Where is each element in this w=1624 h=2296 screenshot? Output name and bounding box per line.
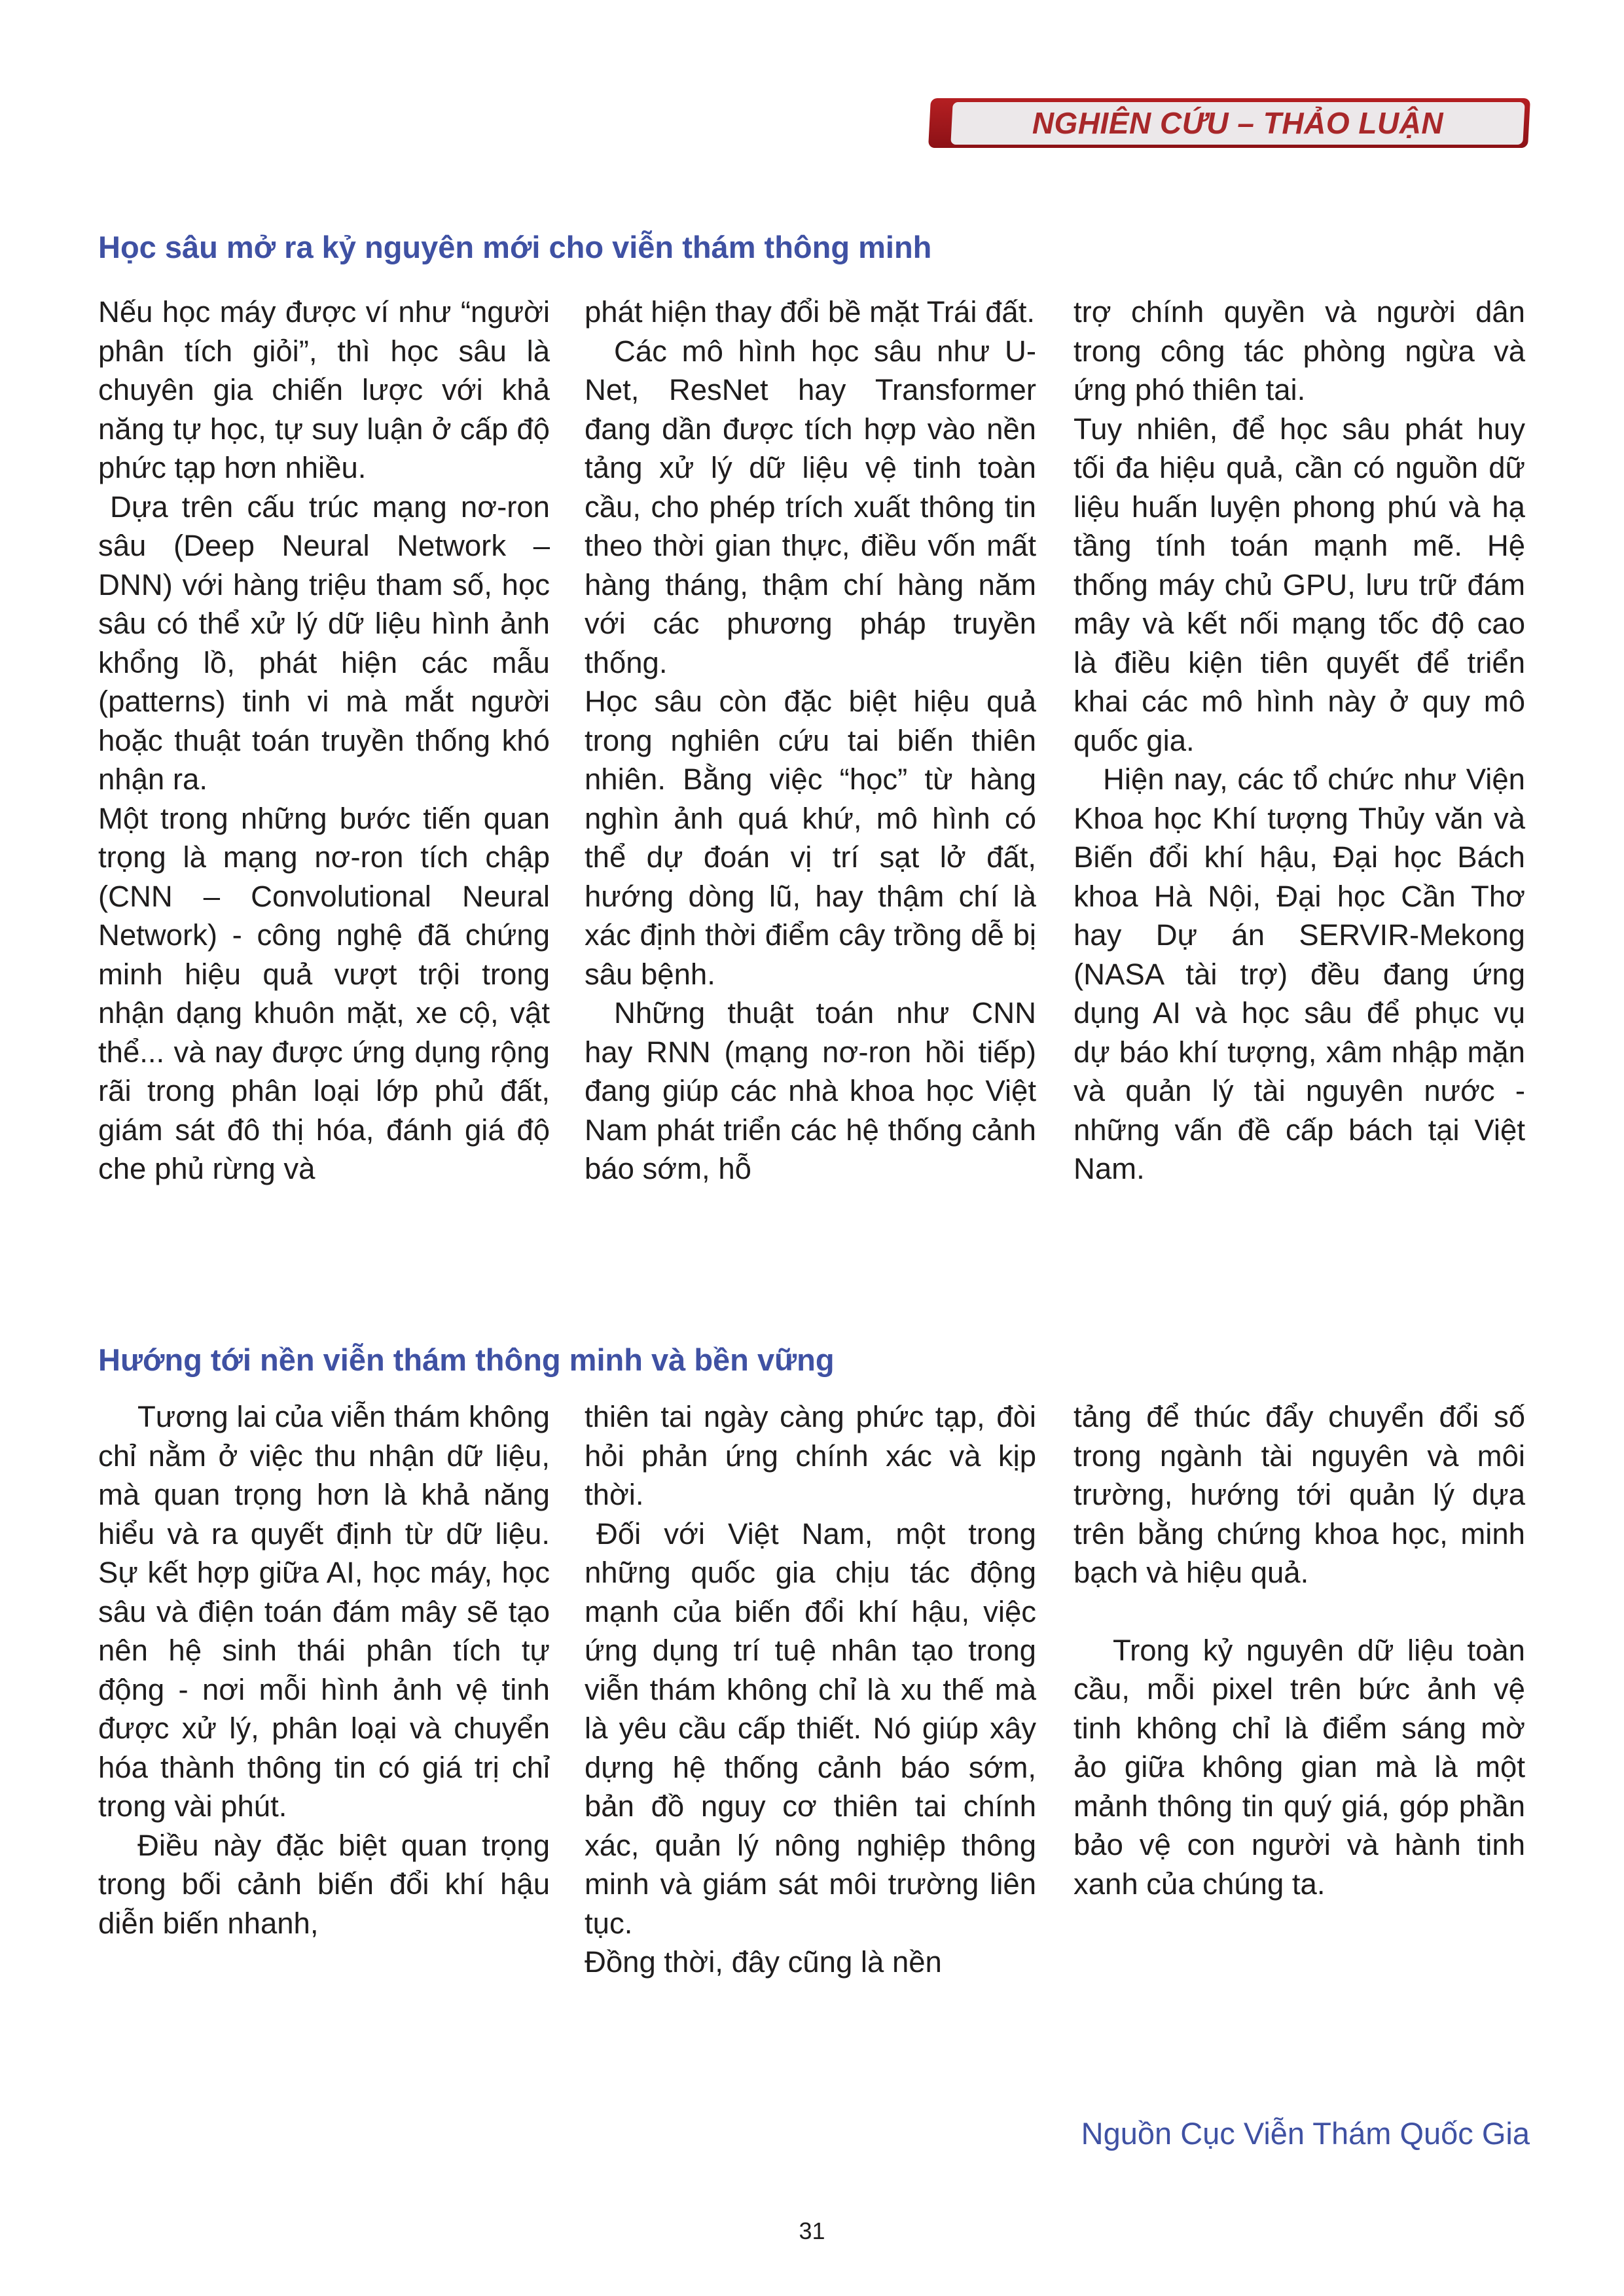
paragraph: Những thuật toán như CNN hay RNN (mạng nơ-ron hồi tiếp) đang giúp các nhà khoa học Việt Nam phát triển các hệ thống cảnh báo sớm, hỗ (585, 996, 1036, 1185)
paragraph: tảng để thúc đẩy chuyển đổi số trong ngành tài nguyên và môi trường, hướng tới quản lý dựa trên bằng chứng khoa học, minh bạch và hiệu quả. (1074, 1400, 1525, 1589)
section2-column-3 (1074, 1397, 1525, 1903)
paragraph: Tương lai của viễn thám không chỉ nằm ở việc thu nhận dữ liệu, mà quan trọng hơn là khả năng hiểu và ra quyết định từ dữ liệu. Sự kết hợp giữa AI, học máy, học sâu và điện toán đám mây sẽ tạo nên hệ sinh thái phân tích tự động - nơi mỗi hình ảnh vệ tinh được xử lý, phân loại và chuyển hóa thành thông tin có giá trị chỉ trong vài phút. (98, 1400, 550, 1823)
paragraph: Tuy nhiên, để học sâu phát huy tối đa hiệu quả, cần có nguồn dữ liệu huấn luyện phong phú và hạ tầng tính toán mạnh mẽ. Hệ thống máy chủ GPU, lưu trữ đám mây và kết nối mạng tốc độ cao là điều kiện tiên quyết để triển khai các mô hình này ở quy mô quốc gia. (1074, 412, 1525, 757)
paragraph: thiên tai ngày càng phức tạp, đòi hỏi phản ứng chính xác và kịp thời. (585, 1400, 1036, 1511)
source-credit: Nguồn Cục Viễn Thám Quốc Gia (1081, 2116, 1530, 2151)
paragraph: trợ chính quyền và người dân trong công tác phòng ngừa và ứng phó thiên tai. (1074, 295, 1525, 406)
section2-column-2 (585, 1397, 1036, 1982)
section-heading-sustainable: Hướng tới nền viễn thám thông minh và bền vững (98, 1342, 835, 1377)
paragraph: Hiện nay, các tổ chức như Viện Khoa học Khí tượng Thủy văn và Biến đổi khí hậu, Đại học Bách khoa Hà Nội, Đại học Cần Thơ hay Dự án SERVIR-Mekong (NASA tài trợ) đều đang ứng dụng AI và học sâu để phục vụ dự báo khí tượng, xâm nhập mặn và quản lý tài nguyên nước - những vấn đề cấp bách tại Việt Nam. (1074, 762, 1525, 1185)
paragraph: Trong kỷ nguyên dữ liệu toàn cầu, mỗi pixel trên bức ảnh vệ tinh không chỉ là điểm sáng mờ ảo giữa không gian mà là một mảnh thông tin quý giá, góp phần bảo vệ con người và hành tinh xanh của chúng ta. (1074, 1633, 1525, 1901)
section1-column-3 (1074, 293, 1525, 1189)
paragraph: Đồng thời, đây cũng là nền (585, 1945, 942, 1979)
paragraph: Các mô hình học sâu như U-Net, ResNet hay Transformer đang dần được tích hợp vào nền tảng xử lý dữ liệu vệ tinh toàn cầu, cho phép trích xuất thông tin theo thời gian thực, điều vốn mất hàng tháng, thậm chí hàng năm với các phương pháp truyền thống. (585, 334, 1036, 679)
section2-column-1 (98, 1397, 550, 1943)
paragraph: Dựa trên cấu trúc mạng nơ-ron sâu (Deep Neural Network – DNN) với hàng triệu tham số, học sâu có thể xử lý dữ liệu hình ảnh khổng lồ, phát hiện các mẫu (patterns) tinh vi mà mắt người hoặc thuật toán truyền thống khó nhận ra. (98, 490, 550, 796)
section-banner (929, 98, 1529, 148)
paragraph: phát hiện thay đổi bề mặt Trái đất. (585, 295, 1035, 329)
section-label: NGHIÊN CỨU – THẢO LUẬN (1032, 106, 1444, 140)
paragraph: Học sâu còn đặc biệt hiệu quả trong nghiên cứu tai biến thiên nhiên. Bằng việc “học” từ hàng nghìn ảnh quá khứ, mô hình có thể dự đoán vị trí sạt lở đất, hướng dòng lũ, hay thậm chí là xác định thời điểm cây trồng dễ bị sâu bệnh. (585, 685, 1036, 991)
paragraph: Một trong những bước tiến quan trọng là mạng nơ-ron tích chập (CNN – Convolutional Neural Network) - công nghệ đã chứng minh hiệu quả vượt trội trong nhận dạng khuôn mặt, xe cộ, vật thể... và nay được ứng dụng rộng rãi trong phân loại lớp phủ đất, giám sát đô thị hóa, đánh giá độ che phủ rừng và (98, 801, 550, 1185)
page-number: 31 (799, 2217, 825, 2244)
paragraph: Điều này đặc biệt quan trọng trong bối cảnh biến đổi khí hậu diễn biến nhanh, (98, 1828, 550, 1940)
section1-column-1 (98, 293, 550, 1189)
section1-column-2 (585, 293, 1036, 1189)
section-heading-deep-learning: Học sâu mở ra kỷ nguyên mới cho viễn thám thông minh (98, 230, 932, 264)
paragraph: Nếu học máy được ví như “người phân tích giỏi”, thì học sâu là chuyên gia chiến lược với khả năng tự học, tự suy luận ở cấp độ phức tạp hơn nhiều. (98, 295, 550, 484)
paragraph: Đối với Việt Nam, một trong những quốc gia chịu tác động mạnh của biến đổi khí hậu, việc ứng dụng trí tuệ nhân tạo trong viễn thám không chỉ là xu thế mà là yêu cầu cấp thiết. Nó giúp xây dựng hệ thống cảnh báo sớm, bản đồ nguy cơ thiên tai chính xác, quản lý nông nghiệp thông minh và giám sát môi trường liên tục. (585, 1516, 1036, 1940)
